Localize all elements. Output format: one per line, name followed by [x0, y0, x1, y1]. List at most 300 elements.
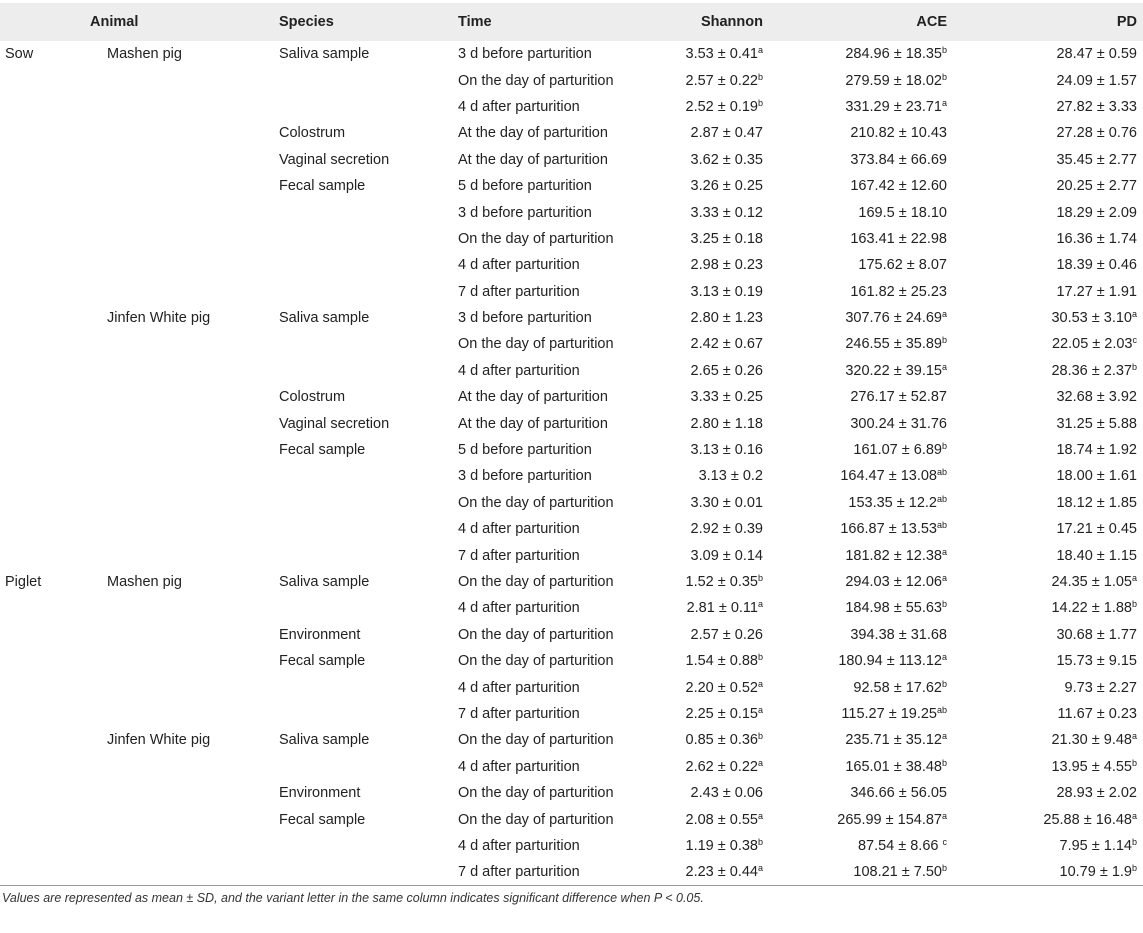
header-shannon: Shannon: [700, 14, 763, 30]
cell-pd-significance-letter: b: [1131, 863, 1137, 874]
table-row: [0, 648, 1143, 674]
cell-ace-significance-letter: ab: [936, 704, 947, 715]
cell-sample-text: Fecal sample: [279, 811, 366, 828]
data-table: [0, 3, 1143, 886]
table-row: [0, 41, 1143, 67]
cell-pd: [997, 173, 1143, 199]
cell-pd-text: 17.21 ± 0.45: [1056, 521, 1137, 538]
cell-sample: [275, 94, 454, 120]
cell-time-text: 3 d before parturition: [458, 468, 592, 485]
cell-shannon: [637, 410, 815, 436]
table-body: [0, 41, 1143, 886]
cell-pd: [997, 305, 1143, 331]
cell-species: [104, 806, 275, 832]
cell-sample: [275, 806, 454, 832]
cell-shannon: [637, 806, 815, 832]
cell-animal: [0, 569, 104, 595]
cell-time: [454, 120, 637, 146]
cell-sample-text: Saliva sample: [279, 46, 370, 63]
cell-time-text: At the day of parturition: [458, 125, 608, 142]
cell-shannon-text: 2.57 ± 0.26: [690, 626, 763, 643]
cell-ace-text: 161.07 ± 6.89: [853, 442, 942, 459]
table-row: [0, 463, 1143, 489]
cell-time-text: 4 d after parturition: [458, 679, 580, 696]
cell-pd: [997, 384, 1143, 410]
cell-shannon: [637, 595, 815, 621]
cell-sample: [275, 859, 454, 885]
cell-animal: [0, 252, 104, 278]
cell-ace-text: 184.98 ± 55.63: [845, 600, 942, 617]
cell-shannon-significance-letter: a: [757, 45, 763, 56]
cell-shannon-significance-letter: a: [757, 810, 763, 821]
cell-animal: [0, 410, 104, 436]
cell-ace-text: 165.01 ± 38.48: [845, 758, 942, 775]
cell-time-text: 4 d after parturition: [458, 362, 580, 379]
cell-ace-text: 276.17 ± 52.87: [850, 389, 947, 406]
cell-pd: [997, 252, 1143, 278]
cell-species: [104, 859, 275, 885]
cell-sample: [275, 252, 454, 278]
cell-shannon-text: 2.43 ± 0.06: [690, 785, 763, 802]
table-row: [0, 252, 1143, 278]
table-row: [0, 358, 1143, 384]
cell-ace-text: 300.24 ± 31.76: [850, 415, 947, 432]
cell-time: [454, 252, 637, 278]
cell-pd: [997, 226, 1143, 252]
cell-shannon: [637, 384, 815, 410]
cell-shannon-text: 2.81 ± 0.11: [686, 600, 758, 617]
cell-shannon: [637, 226, 815, 252]
cell-sample: [275, 226, 454, 252]
cell-sample: [275, 305, 454, 331]
cell-ace: [815, 806, 997, 832]
cell-ace: [815, 41, 997, 67]
cell-sample-text: Saliva sample: [279, 574, 370, 590]
cell-pd-text: 9.73 ± 2.27: [1064, 679, 1137, 696]
cell-sample: [275, 120, 454, 146]
cell-animal-text: Sow: [5, 46, 34, 63]
cell-shannon-significance-letter: a: [757, 599, 763, 610]
cell-species: [104, 754, 275, 780]
cell-shannon-text: 1.19 ± 0.38: [685, 837, 758, 854]
cell-ace: [815, 252, 997, 278]
cell-animal: [0, 490, 104, 516]
cell-sample-text: Saliva sample: [279, 732, 370, 749]
cell-animal: [0, 806, 104, 832]
cell-pd-text: 20.25 ± 2.77: [1056, 178, 1137, 195]
cell-sample-text: Colostrum: [279, 125, 346, 142]
cell-pd-text: 30.68 ± 1.77: [1056, 626, 1137, 643]
cell-shannon-significance-letter: b: [757, 97, 763, 108]
table-row: [0, 490, 1143, 516]
cell-ace: [815, 384, 997, 410]
cell-shannon: [637, 305, 815, 331]
cell-time-text: 3 d before parturition: [458, 310, 592, 327]
cell-pd-text: 27.82 ± 3.33: [1056, 98, 1137, 115]
cell-shannon-text: 2.65 ± 0.26: [690, 362, 763, 379]
cell-shannon: [637, 701, 815, 727]
cell-time-text: On the day of parturition: [458, 72, 614, 89]
cell-animal: [0, 279, 104, 305]
cell-pd: [997, 41, 1143, 67]
cell-animal: [0, 595, 104, 621]
cell-time: [454, 358, 637, 384]
cell-time: [454, 833, 637, 859]
cell-shannon: [637, 516, 815, 542]
cell-ace: [815, 727, 997, 753]
header-animal: Animal: [90, 14, 139, 30]
cell-time: [454, 701, 637, 727]
cell-species: [104, 780, 275, 806]
cell-shannon: [637, 279, 815, 305]
table-footnote: Values are represented as mean ± SD, and the variant letter in the same column indicates significant difference when P < 0.05.: [2, 891, 704, 905]
cell-pd-significance-letter: a: [1131, 573, 1137, 583]
cell-shannon-significance-letter: b: [757, 71, 763, 82]
cell-shannon-text: 1.54 ± 0.88: [685, 653, 758, 670]
cell-pd: [997, 622, 1143, 648]
cell-pd-text: 27.28 ± 0.76: [1056, 125, 1137, 142]
cell-ace-significance-letter: b: [941, 45, 947, 56]
cell-shannon: [637, 463, 815, 489]
cell-ace-significance-letter: b: [941, 863, 947, 874]
cell-animal: [0, 199, 104, 225]
cell-ace: [815, 94, 997, 120]
cell-ace-text: 294.03 ± 12.06: [845, 574, 942, 590]
cell-species: [104, 252, 275, 278]
cell-pd-text: 24.09 ± 1.57: [1056, 72, 1137, 89]
cell-shannon-text: 2.25 ± 0.15: [685, 705, 758, 722]
cell-shannon-significance-letter: a: [757, 704, 763, 715]
cell-shannon: [637, 358, 815, 384]
cell-pd-text: 28.47 ± 0.59: [1056, 46, 1137, 63]
cell-ace-significance-letter: ab: [936, 520, 947, 531]
cell-ace-significance-letter: b: [941, 678, 947, 689]
cell-time: [454, 305, 637, 331]
cell-animal: [0, 226, 104, 252]
table-row: [0, 173, 1143, 199]
cell-shannon-significance-letter: a: [757, 678, 763, 689]
cell-time: [454, 147, 637, 173]
cell-shannon: [637, 542, 815, 568]
cell-species: [104, 490, 275, 516]
cell-pd-significance-letter: a: [1131, 309, 1137, 320]
cell-ace-significance-letter: a: [941, 573, 947, 583]
cell-shannon-text: 0.85 ± 0.36: [685, 732, 758, 749]
cell-animal: [0, 173, 104, 199]
cell-pd-text: 31.25 ± 5.88: [1056, 415, 1137, 432]
cell-shannon-text: 3.33 ± 0.25: [690, 389, 763, 406]
cell-time-text: 3 d before parturition: [458, 204, 592, 221]
cell-time: [454, 279, 637, 305]
cell-sample: [275, 147, 454, 173]
table-row: [0, 516, 1143, 542]
cell-ace: [815, 437, 997, 463]
cell-shannon: [637, 331, 815, 357]
cell-animal: [0, 701, 104, 727]
cell-ace: [815, 147, 997, 173]
cell-pd: [997, 94, 1143, 120]
cell-pd-text: 30.53 ± 3.10: [1051, 310, 1132, 327]
table-row: [0, 727, 1143, 753]
cell-ace: [815, 516, 997, 542]
cell-time: [454, 859, 637, 885]
cell-time-text: On the day of parturition: [458, 336, 614, 353]
cell-species: [104, 727, 275, 753]
table-row: [0, 199, 1143, 225]
cell-time-text: On the day of parturition: [458, 811, 614, 828]
cell-pd-text: 13.95 ± 4.55: [1051, 758, 1132, 775]
table-row: [0, 595, 1143, 621]
cell-sample: [275, 754, 454, 780]
cell-animal: [0, 622, 104, 648]
cell-sample-text: Vaginal secretion: [279, 415, 390, 432]
cell-pd-text: 24.35 ± 1.05: [1051, 574, 1132, 590]
cell-animal: [0, 463, 104, 489]
cell-ace: [815, 780, 997, 806]
cell-pd: [997, 516, 1143, 542]
cell-sample-text: Colostrum: [279, 389, 346, 406]
header-ace: ACE: [916, 14, 947, 30]
cell-shannon-text: 2.80 ± 1.18: [690, 415, 763, 432]
cell-time-text: 4 d after parturition: [458, 257, 580, 274]
cell-sample: [275, 674, 454, 700]
table-row: [0, 780, 1143, 806]
cell-time-text: On the day of parturition: [458, 626, 614, 643]
cell-shannon: [637, 147, 815, 173]
cell-pd-significance-letter: c: [1132, 335, 1137, 346]
cell-animal: [0, 727, 104, 753]
cell-pd: [997, 674, 1143, 700]
table-row: [0, 279, 1143, 305]
cell-pd-text: 18.00 ± 1.61: [1056, 468, 1137, 485]
cell-sample-text: Environment: [279, 785, 361, 802]
cell-ace: [815, 701, 997, 727]
table-row: [0, 542, 1143, 568]
cell-shannon-text: 2.62 ± 0.22: [685, 758, 758, 775]
cell-shannon-text: 3.62 ± 0.35: [690, 151, 763, 168]
cell-time: [454, 542, 637, 568]
cell-animal: [0, 331, 104, 357]
cell-ace-text: 235.71 ± 35.12: [845, 732, 942, 749]
cell-ace-significance-letter: a: [941, 810, 947, 821]
cell-animal: [0, 833, 104, 859]
cell-time-text: 7 d after parturition: [458, 705, 580, 722]
cell-shannon: [637, 859, 815, 885]
cell-ace-significance-letter: a: [941, 652, 947, 663]
table-row: [0, 331, 1143, 357]
cell-pd-text: 18.74 ± 1.92: [1056, 442, 1137, 459]
table-row: [0, 384, 1143, 410]
cell-species: [104, 147, 275, 173]
cell-pd-text: 10.79 ± 1.9: [1059, 864, 1132, 881]
cell-sample: [275, 437, 454, 463]
cell-ace: [815, 754, 997, 780]
cell-pd-text: 21.30 ± 9.48: [1051, 732, 1132, 749]
cell-ace: [815, 120, 997, 146]
cell-sample: [275, 622, 454, 648]
cell-pd-text: 28.93 ± 2.02: [1056, 785, 1137, 802]
cell-pd-text: 15.73 ± 9.15: [1056, 653, 1137, 670]
cell-time: [454, 674, 637, 700]
cell-ace-text: 284.96 ± 18.35: [845, 46, 942, 63]
cell-ace: [815, 358, 997, 384]
cell-pd: [997, 754, 1143, 780]
cell-species-text: Mashen pig: [107, 574, 182, 590]
table-row: [0, 410, 1143, 436]
cell-time: [454, 384, 637, 410]
cell-pd-text: 7.95 ± 1.14: [1059, 837, 1132, 854]
cell-pd-text: 18.39 ± 0.46: [1056, 257, 1137, 274]
cell-ace-significance-letter: a: [941, 546, 947, 557]
cell-species: [104, 120, 275, 146]
cell-sample: [275, 41, 454, 67]
cell-sample: [275, 780, 454, 806]
cell-species: [104, 595, 275, 621]
cell-sample: [275, 727, 454, 753]
cell-shannon: [637, 94, 815, 120]
cell-pd-text: 11.67 ± 0.23: [1057, 705, 1137, 722]
cell-ace-text: 307.76 ± 24.69: [845, 310, 942, 327]
cell-time-text: 7 d after parturition: [458, 547, 580, 564]
cell-species: [104, 463, 275, 489]
cell-animal: [0, 305, 104, 331]
cell-sample: [275, 331, 454, 357]
cell-shannon-text: 3.33 ± 0.12: [690, 204, 763, 221]
cell-ace: [815, 173, 997, 199]
cell-shannon-text: 3.13 ± 0.16: [690, 442, 763, 459]
cell-species: [104, 833, 275, 859]
cell-shannon-text: 1.52 ± 0.35: [685, 574, 758, 590]
cell-shannon-significance-letter: b: [757, 836, 763, 847]
cell-shannon: [637, 780, 815, 806]
cell-shannon-text: 2.98 ± 0.23: [690, 257, 763, 274]
table-row: [0, 833, 1143, 859]
cell-pd: [997, 279, 1143, 305]
cell-shannon: [637, 648, 815, 674]
cell-animal: [0, 147, 104, 173]
cell-ace: [815, 490, 997, 516]
cell-time-text: At the day of parturition: [458, 389, 608, 406]
cell-ace-text: 153.35 ± 12.2: [848, 494, 937, 511]
cell-animal-text: Piglet: [5, 574, 42, 590]
cell-pd-significance-letter: b: [1131, 757, 1137, 768]
cell-shannon-text: 2.08 ± 0.55: [685, 811, 758, 828]
cell-ace-text: 394.38 ± 31.68: [850, 626, 947, 643]
cell-time-text: On the day of parturition: [458, 574, 614, 590]
cell-species: [104, 648, 275, 674]
cell-time: [454, 648, 637, 674]
cell-ace: [815, 569, 997, 595]
cell-time-text: 7 d after parturition: [458, 283, 580, 300]
cell-pd-text: 17.27 ± 1.91: [1056, 283, 1137, 300]
cell-ace: [815, 595, 997, 621]
cell-pd-text: 18.29 ± 2.09: [1056, 204, 1137, 221]
cell-ace-text: 115.27 ± 19.25: [841, 705, 937, 722]
cell-species: [104, 226, 275, 252]
header-pd: PD: [1116, 14, 1137, 30]
cell-ace-text: 246.55 ± 35.89: [845, 336, 942, 353]
cell-species: [104, 437, 275, 463]
cell-ace: [815, 648, 997, 674]
cell-shannon: [637, 727, 815, 753]
cell-ace-significance-letter: b: [941, 441, 947, 452]
cell-species: [104, 199, 275, 225]
cell-shannon: [637, 199, 815, 225]
header-row: [0, 3, 1143, 41]
cell-ace-significance-letter: a: [941, 731, 947, 742]
cell-species: [104, 701, 275, 727]
cell-time: [454, 94, 637, 120]
cell-time: [454, 595, 637, 621]
cell-sample: [275, 279, 454, 305]
cell-ace: [815, 67, 997, 93]
cell-sample: [275, 569, 454, 595]
cell-pd-text: 28.36 ± 2.37: [1051, 362, 1132, 379]
table-row: [0, 305, 1143, 331]
cell-animal: [0, 120, 104, 146]
cell-time-text: 5 d before parturition: [458, 178, 592, 195]
cell-pd-text: 18.40 ± 1.15: [1056, 547, 1137, 564]
cell-ace-significance-letter: b: [941, 757, 947, 768]
cell-ace-significance-letter: b: [941, 335, 947, 346]
cell-species: [104, 542, 275, 568]
cell-species: [104, 384, 275, 410]
cell-sample: [275, 595, 454, 621]
cell-animal: [0, 754, 104, 780]
cell-sample: [275, 542, 454, 568]
cell-ace: [815, 305, 997, 331]
cell-time: [454, 727, 637, 753]
cell-shannon-text: 3.26 ± 0.25: [690, 178, 763, 195]
table-row: [0, 622, 1143, 648]
cell-shannon: [637, 569, 815, 595]
cell-animal: [0, 358, 104, 384]
table-row: [0, 701, 1143, 727]
cell-sample: [275, 358, 454, 384]
cell-ace-significance-letter: a: [941, 309, 947, 320]
cell-time: [454, 622, 637, 648]
cell-shannon: [637, 252, 815, 278]
cell-shannon-text: 2.23 ± 0.44: [685, 864, 758, 881]
cell-time-text: At the day of parturition: [458, 415, 608, 432]
cell-pd: [997, 199, 1143, 225]
cell-animal: [0, 437, 104, 463]
cell-time: [454, 754, 637, 780]
cell-sample: [275, 833, 454, 859]
cell-time-text: On the day of parturition: [458, 230, 614, 247]
cell-ace-text: 164.47 ± 13.08: [840, 468, 937, 485]
cell-species-text: Jinfen White pig: [107, 732, 211, 749]
cell-sample-text: Fecal sample: [279, 653, 366, 670]
table-row: [0, 859, 1143, 885]
cell-time-text: 4 d after parturition: [458, 600, 580, 617]
cell-shannon-text: 3.13 ± 0.2: [698, 468, 763, 485]
cell-sample: [275, 490, 454, 516]
cell-pd-significance-letter: b: [1131, 836, 1137, 847]
cell-shannon: [637, 437, 815, 463]
cell-species-text: Jinfen White pig: [107, 310, 211, 327]
cell-ace-text: 331.29 ± 23.71: [845, 98, 942, 115]
cell-time: [454, 67, 637, 93]
cell-pd: [997, 437, 1143, 463]
cell-ace-text: 279.59 ± 18.02: [845, 72, 942, 89]
cell-time: [454, 226, 637, 252]
cell-pd-text: 35.45 ± 2.77: [1056, 151, 1137, 168]
cell-pd: [997, 490, 1143, 516]
cell-sample: [275, 648, 454, 674]
cell-pd-significance-letter: a: [1131, 810, 1137, 821]
cell-shannon-significance-letter: b: [757, 652, 763, 663]
